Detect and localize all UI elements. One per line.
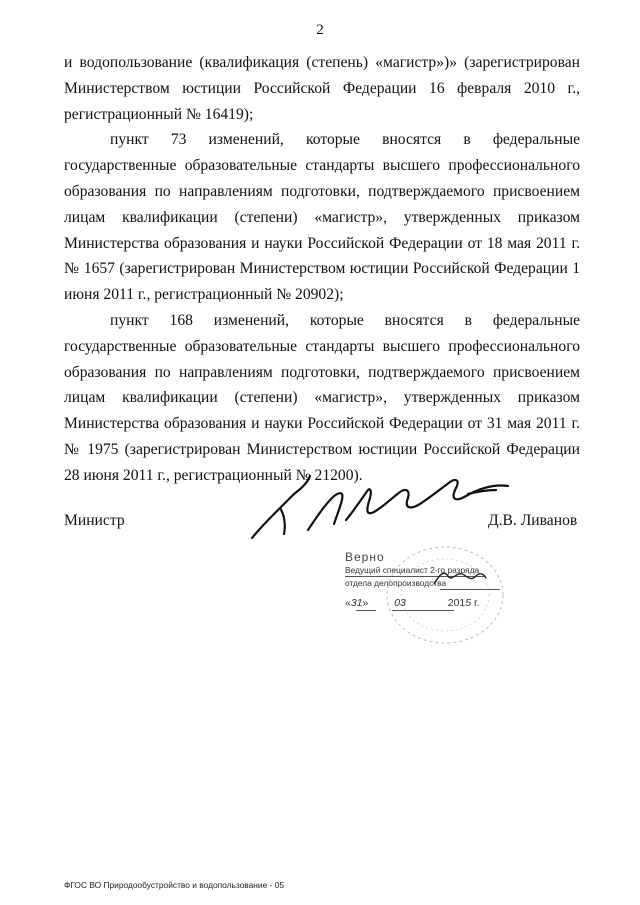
stamp-date-quote-close: » [362, 597, 369, 609]
paragraph-1: и водопользование (квалификация (степень) «магистр»)» (зарегистрирован Министерством юстиции Российской Федерации 16 февраля 2010 г., регистрационный № 16419); [64, 54, 580, 123]
stamp-year-prefix: 201 [447, 597, 466, 609]
minister-name: Д.В. Ливанов [488, 512, 578, 529]
paragraph-3: пункт 168 изменений, которые вносятся в федеральные государственные образовательные стандарты высшего профессионального образования по направлениям подготовки, подтверждаемого присвоением лицам квалификации (степени) «магистр», утвержденных приказом Министерства образования и науки Российской Федерации от 31 мая 2011 г. № 1975 (зарегистрирован Министерством юстиции Российской Федерации 28 июня 2011 г., регистрационный № 21200). [64, 311, 580, 484]
stamp-seal-icon [380, 540, 510, 650]
stamp-signature-icon [430, 566, 490, 590]
minister-title: Министр [64, 512, 125, 529]
stamp-month: 03 [394, 597, 406, 609]
stamp-date [345, 597, 480, 609]
stamp-year-suffix: 5 [465, 597, 472, 609]
stamp-year-unit: г. [474, 597, 480, 609]
paragraph-2: пункт 73 изменений, которые вносятся в федеральные государственные образовательные стандарты высшего профессионального образования по направлениям подготовки, подтверждаемого присвоением лицам квалификации (степени) «магистр», утвержденных приказом Министерства образования и науки Российской Федерации от 18 мая 2011 г. № 1657 (зарегистрирован Министерством юстиции Российской Федерации 1 июня 2011 г., регистрационный № 20902); [64, 131, 580, 304]
page-number: 2 [316, 22, 324, 38]
stamp-department: отдела делопроизводства [345, 578, 447, 588]
handwritten-signature [250, 468, 520, 548]
stamp-day: 31 [350, 597, 363, 609]
footer-caption: ФГОС ВО Природообустройство и водопользование - 05 [64, 880, 285, 890]
document-body [64, 50, 580, 489]
stamp-heading: Верно [345, 550, 385, 564]
stamp-date-quote-open: « [345, 597, 351, 609]
stamp-position: Ведущий специалист 2-го разряда [345, 565, 480, 575]
